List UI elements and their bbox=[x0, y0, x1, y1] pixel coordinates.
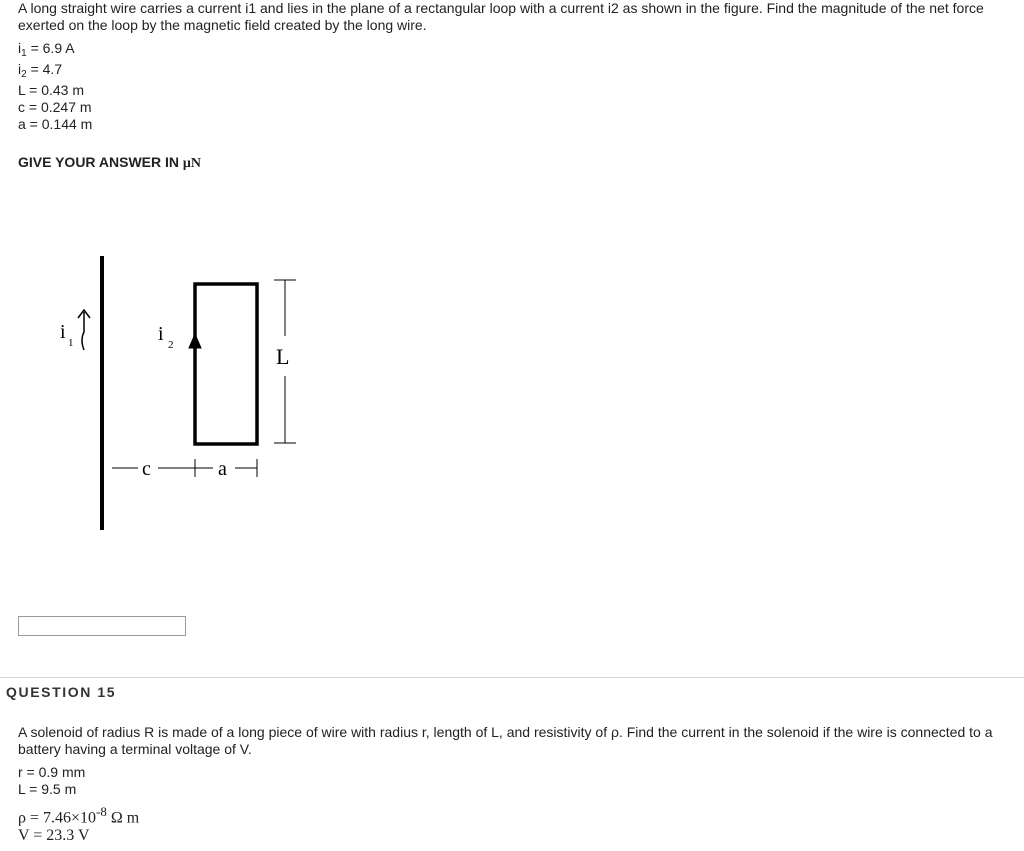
rho-formula: $\rho = 7.46\times 10^{-8}$ Ω m bbox=[18, 804, 140, 827]
rectangular-loop bbox=[195, 284, 257, 444]
question-15-header: QUESTION 15 bbox=[6, 684, 117, 700]
i2-sub: 2 bbox=[168, 339, 174, 351]
unit-label: μN bbox=[182, 156, 201, 171]
i1-sub: 1 bbox=[68, 337, 74, 349]
i1-arrow-icon bbox=[82, 312, 84, 350]
answer-input[interactable] bbox=[18, 616, 186, 636]
question-15-text: A solenoid of radius R is made of a long piece of wire with radius r, length of L, and resistivity of ρ. Find the current in the solenoid if the wire is connected to a battery having a terminal voltage of V. bbox=[18, 724, 993, 757]
L-dimension-label: L bbox=[276, 344, 290, 369]
var-L: L = 0.43 m bbox=[18, 82, 85, 98]
var-a: a = 0.144 m bbox=[18, 116, 93, 132]
i2-arrow-icon bbox=[189, 334, 201, 348]
var-i1: $i_1 = 6.9$ A bbox=[18, 40, 75, 59]
answer-unit-prompt: GIVE YOUR ANSWER IN μN bbox=[18, 154, 201, 171]
i1-label: i bbox=[60, 321, 66, 343]
voltage-formula: V = 23.3 V bbox=[18, 827, 90, 844]
var-r: r = 0.9 mm bbox=[18, 764, 86, 780]
question-14-text: A long straight wire carries a current i1 and lies in the plane of a rectangular loop with a current i2 as shown in the figure. Find the magnitude of the net force exerted on the loop by the magnetic field created by the long wire. bbox=[18, 0, 984, 33]
var-L2: L = 9.5 m bbox=[18, 781, 77, 797]
c-dimension-label: c bbox=[142, 458, 151, 480]
i2-label: i bbox=[158, 323, 164, 345]
var-c: c = 0.247 m bbox=[18, 99, 92, 115]
var-i2: $i_2 = 4.7$ bbox=[18, 61, 63, 80]
question-divider bbox=[0, 677, 1024, 678]
a-dimension-label: a bbox=[218, 458, 227, 480]
